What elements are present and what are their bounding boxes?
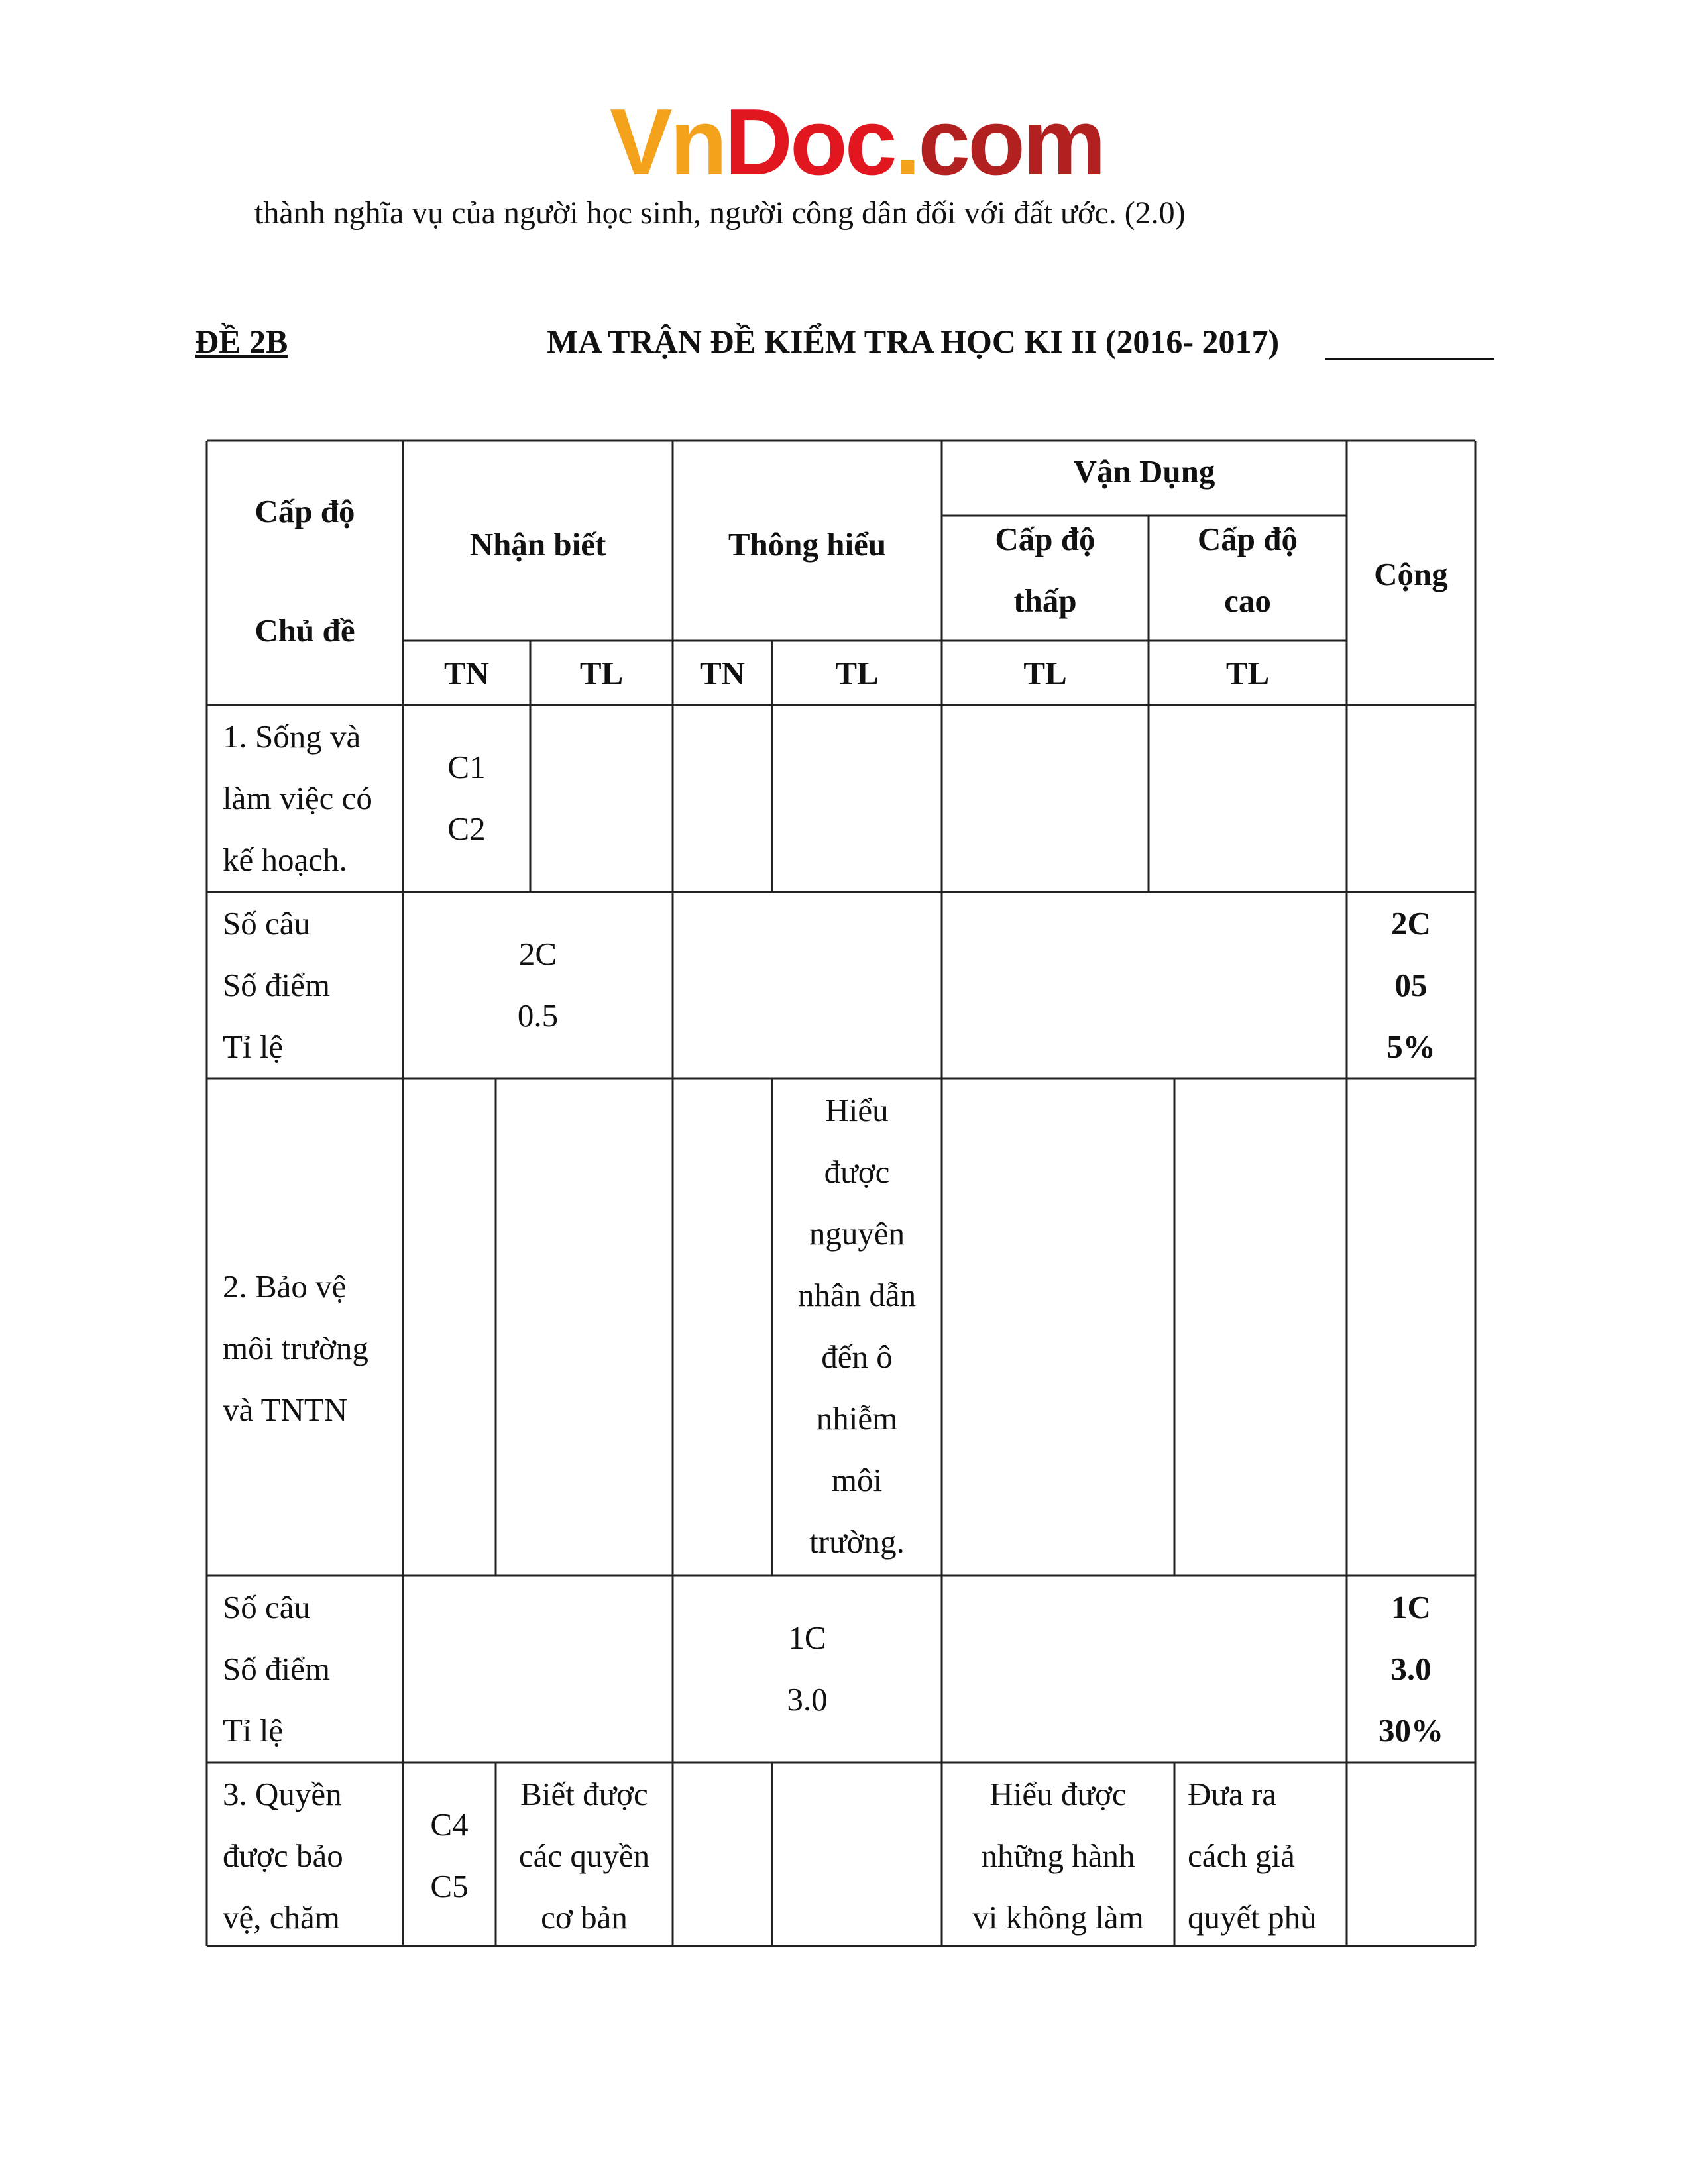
topic1-line1: 1. Sống và (223, 718, 361, 755)
topic3-nb-tl-line1: Biết được (520, 1776, 648, 1812)
topic2-th-line: được (824, 1154, 890, 1190)
intro-text: thành nghĩa vụ của người học sinh, người công dân đối với đất ước. (2.0) (254, 195, 1186, 231)
summary1-nb-count: 2C (518, 936, 557, 972)
header-cap-do-cao-2: cao (1224, 582, 1271, 619)
summary1-total-count: 2C (1391, 905, 1431, 942)
summary2-th-count: 1C (788, 1619, 826, 1656)
page-title: MA TRẬN ĐỀ KIỂM TRA HỌC KI II (2016- 2017) (547, 323, 1280, 360)
topic3-vd-thap-line3: vi không làm (972, 1899, 1144, 1936)
header-thong-hieu: Thông hiểu (728, 526, 887, 563)
summary2-so-diem: Số điểm (223, 1651, 330, 1687)
topic2-line2: môi trường (223, 1330, 368, 1366)
topic1-line3: kế hoạch. (223, 842, 347, 878)
header-th-tn: TN (699, 655, 746, 691)
summary1-total-score: 05 (1394, 967, 1428, 1003)
topic3-nb-tl-line2: các quyền (518, 1837, 650, 1874)
header-nb-tn: TN (443, 655, 490, 691)
topic3-tn-c4: C4 (430, 1806, 469, 1843)
summary2-total-count: 1C (1391, 1589, 1431, 1625)
topic1-tn-c1: C1 (447, 749, 486, 785)
summary2-ti-le: Tỉ lệ (223, 1712, 284, 1749)
summary1-ti-le: Tỉ lệ (223, 1028, 284, 1065)
summary1-so-cau: Số câu (223, 905, 310, 942)
topic3-vd-thap-line2: những hành (981, 1837, 1135, 1874)
topic3-vd-thap-line1: Hiểu được (989, 1776, 1127, 1812)
topic2-line1: 2. Bảo vệ (223, 1268, 347, 1305)
topic2-th-line: Hiểu (825, 1092, 889, 1128)
topic3-nb-tl-line3: cơ bản (541, 1899, 628, 1936)
topic3-vd-cao-line1: Đưa ra (1188, 1776, 1277, 1812)
header-vd-thap-tl: TL (1023, 655, 1067, 691)
topic2-line3: và TNTN (223, 1392, 348, 1428)
topic3-tn-c5: C5 (430, 1868, 469, 1904)
header-cap-do-thap-2: thấp (1013, 582, 1077, 619)
topic3-line1: 3. Quyền (223, 1776, 342, 1812)
header-van-dung: Vận Dụng (1073, 453, 1215, 490)
summary2-th-score: 3.0 (787, 1681, 828, 1718)
vndoc-logo: VnDoc.com (610, 89, 1104, 195)
header-cap-do-thap-1: Cấp độ (995, 521, 1096, 557)
header-chu-de: Chủ đề (254, 612, 355, 649)
topic2-th-line: nguyên (809, 1215, 905, 1252)
summary2-so-cau: Số câu (223, 1589, 310, 1625)
topic1-line2: làm việc có (223, 780, 372, 816)
summary1-total-ratio: 5% (1386, 1028, 1436, 1065)
topic3-vd-cao-line3: quyết phù (1188, 1899, 1317, 1936)
exam-code: ĐỀ 2B (195, 323, 288, 360)
header-cap-do: Cấp độ (254, 493, 355, 529)
header-cap-do-cao-1: Cấp độ (1197, 521, 1298, 557)
header-vd-cao-tl: TL (1225, 655, 1270, 691)
topic2-th-line: trường. (809, 1523, 905, 1560)
summary1-nb-score: 0.5 (517, 997, 559, 1034)
header-nb-tl: TL (579, 655, 624, 691)
topic2-th-line: nhiễm (816, 1400, 898, 1437)
summary2-total-ratio: 30% (1379, 1712, 1443, 1749)
title-underline (1325, 358, 1494, 360)
topic3-line3: vệ, chăm (223, 1899, 340, 1936)
topic2-th-line: môi (831, 1462, 883, 1498)
topic1-tn-c2: C2 (447, 810, 486, 847)
exam-matrix-table (207, 441, 1475, 1946)
header-cong: Cộng (1374, 556, 1448, 592)
topic3-vd-cao-line2: cách giả (1188, 1837, 1295, 1874)
topic2-th-line: đến ô (821, 1338, 893, 1375)
topic3-line2: được bảo (223, 1837, 343, 1874)
summary1-so-diem: Số điểm (223, 967, 330, 1003)
summary2-total-score: 3.0 (1390, 1651, 1432, 1687)
header-th-tl: TL (835, 655, 879, 691)
header-nhan-biet: Nhận biết (469, 526, 606, 563)
topic2-th-line: nhân dẫn (797, 1277, 917, 1313)
